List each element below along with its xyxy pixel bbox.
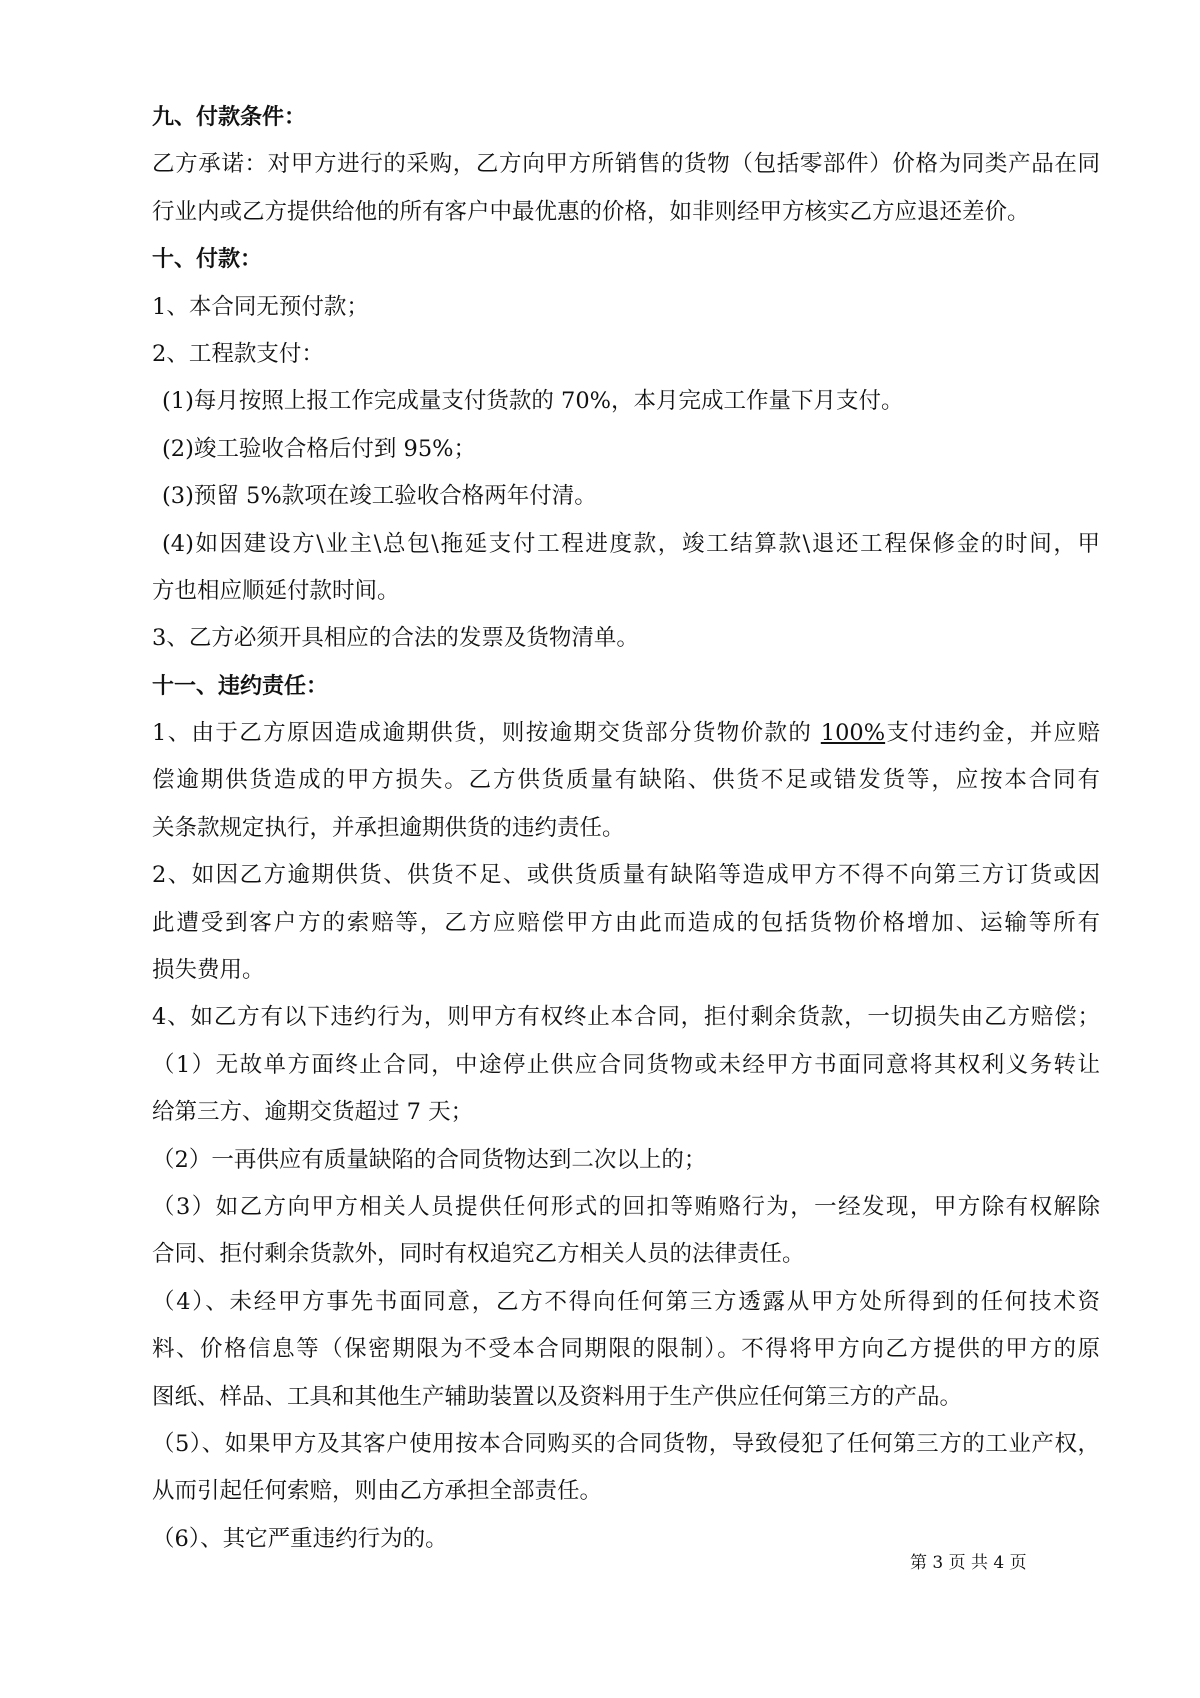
sub-list-item: (4)如因建设方\业主\总包\拖延支付工程进度款，竣工结算款\退还工程保修金的时间，甲	[162, 530, 1100, 557]
paragraph-line: 从而引起任何索赔，则由乙方承担全部责任。	[152, 1478, 603, 1505]
section-11-title: 十一、违约责任：	[152, 673, 329, 699]
paragraph-line: 偿逾期供货造成的甲方损失。乙方供货质量有缺陷、供货不足或错发货等，应按本合同有	[152, 767, 1100, 794]
paragraph-line: 料、价格信息等（保密期限为不受本合同期限的限制）。不得将甲方向乙方提供的甲方的原	[152, 1336, 1100, 1363]
paragraph-line: 给第三方、逾期交货超过 7 天；	[152, 1099, 474, 1126]
text-run: 支付违约金，并应赔	[885, 720, 1100, 747]
sub-list-item: (3)预留 5%款项在竣工验收合格两年付清。	[162, 483, 597, 510]
paragraph-line: 方也相应顺延付款时间。	[152, 577, 400, 604]
paragraph-line: 此遭受到客户方的索赔等，乙方应赔偿甲方由此而造成的包括货物价格增加、运输等所有	[152, 909, 1100, 936]
section-10-title: 十、付款：	[152, 247, 263, 273]
list-item: 2、工程款支付：	[152, 340, 324, 367]
list-item: 1、本合同无预付款；	[152, 293, 369, 320]
list-item: 3、乙方必须开具相应的合法的发票及货物清单。	[152, 625, 639, 652]
paragraph-line: 图纸、样品、工具和其他生产辅助装置以及资料用于生产供应任何第三方的产品。	[152, 1383, 963, 1410]
sub-list-item: (1)每月按照上报工作完成量支付货款的 70%，本月完成工作量下月支付。	[162, 388, 904, 415]
page-number: 第 3 页 共 4 页	[910, 1553, 1027, 1573]
paragraph-line: 行业内或乙方提供给他的所有客户中最优惠的价格，如非则经甲方核实乙方应退还差价。	[152, 198, 1030, 225]
sub-list-item: （3）如乙方向甲方相关人员提供任何形式的回扣等贿赂行为，一经发现，甲方除有权解除	[152, 1193, 1100, 1220]
sub-list-item: （6）、其它严重违约行为的。	[152, 1525, 448, 1552]
underlined-percentage: 100%	[820, 720, 886, 747]
paragraph-line	[152, 710, 1100, 757]
paragraph-line: 合同、拒付剩余货款外，同时有权追究乙方相关人员的法律责任。	[152, 1241, 805, 1268]
paragraph-line: 关条款规定执行，并承担逾期供货的违约责任。	[152, 814, 625, 841]
paragraph-line: 2、如因乙方逾期供货、供货不足、或供货质量有缺陷等造成甲方不得不向第三方订货或因	[152, 862, 1100, 889]
sub-list-item: （5）、如果甲方及其客户使用按本合同购买的合同货物，导致侵犯了任何第三方的工业产权，	[152, 1430, 1100, 1457]
sub-list-item: （4）、未经甲方事先书面同意，乙方不得向任何第三方透露从甲方处所得到的任何技术资	[152, 1288, 1100, 1315]
sub-list-item: (2)竣工验收合格后付到 95%；	[162, 435, 477, 462]
paragraph-line: 损失费用。	[152, 957, 265, 984]
paragraph-line: 4、如乙方有以下违约行为，则甲方有权终止本合同，拒付剩余货款，一切损失由乙方赔偿；	[152, 1004, 1100, 1031]
sub-list-item: （1）无故单方面终止合同，中途停止供应合同货物或未经甲方书面同意将其权利义务转让	[152, 1051, 1100, 1078]
sub-list-item: （2）一再供应有质量缺陷的合同货物达到二次以上的；	[152, 1146, 707, 1173]
document-body	[152, 94, 1100, 1563]
paragraph-line: 乙方承诺：对甲方进行的采购，乙方向甲方所销售的货物（包括零部件）价格为同类产品在同	[152, 151, 1100, 178]
section-9-title: 九、付款条件：	[152, 105, 307, 130]
text-run: 1、由于乙方原因造成逾期供货，则按逾期交货部分货物价款的	[152, 720, 821, 747]
